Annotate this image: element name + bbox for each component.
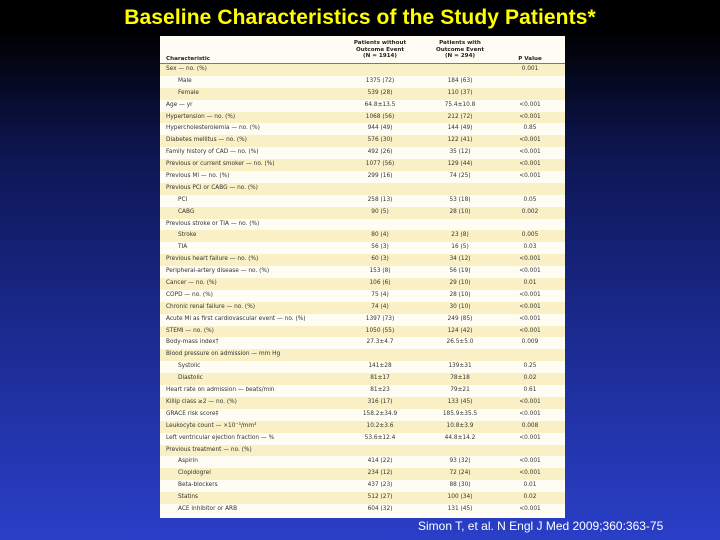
value-with-event: 16 (5) bbox=[451, 244, 469, 251]
slide-title: Baseline Characteristics of the Study Patients* bbox=[124, 6, 596, 29]
table-row bbox=[160, 456, 565, 468]
p-value: 0.01 bbox=[523, 280, 537, 287]
row-label: PCI bbox=[178, 196, 188, 203]
row-label: Acute MI as first cardiovascular event — no. (%) bbox=[166, 315, 306, 322]
value-without-event: 437 (23) bbox=[367, 482, 393, 489]
value-without-event: 80 (4) bbox=[371, 232, 389, 239]
row-label: COPD — no. (%) bbox=[166, 291, 213, 298]
baseline-characteristics-table bbox=[160, 36, 565, 518]
table-row bbox=[160, 171, 565, 183]
table-row bbox=[160, 504, 565, 516]
row-label: Previous or current smoker — no. (%) bbox=[166, 161, 275, 168]
value-with-event: 72 (24) bbox=[449, 470, 471, 477]
p-value: 0.25 bbox=[523, 363, 537, 370]
p-value: 0.61 bbox=[523, 387, 537, 394]
p-value: <0.001 bbox=[519, 315, 541, 322]
table-row bbox=[160, 397, 565, 409]
value-without-event: 56 (3) bbox=[371, 244, 389, 251]
header-characteristic: Characteristic bbox=[166, 56, 211, 62]
table-row bbox=[160, 147, 565, 159]
value-without-event: 1375 (72) bbox=[365, 77, 395, 84]
row-label: ACE inhibitor or ARB bbox=[178, 505, 238, 512]
value-with-event: 88 (30) bbox=[449, 482, 471, 489]
value-with-event: 122 (41) bbox=[447, 137, 473, 144]
value-without-event: 258 (13) bbox=[367, 196, 393, 203]
p-value: <0.001 bbox=[519, 173, 541, 180]
row-label: Clopidogrel bbox=[178, 470, 211, 477]
row-label: Previous treatment — no. (%) bbox=[166, 446, 252, 453]
value-without-event: 316 (17) bbox=[367, 398, 393, 405]
value-without-event: 1397 (73) bbox=[365, 315, 395, 322]
row-label: Previous PCI or CABG — no. (%) bbox=[166, 184, 258, 191]
table-row bbox=[160, 302, 565, 314]
value-without-event: 60 (3) bbox=[371, 256, 389, 263]
table-row bbox=[160, 207, 565, 219]
table-row bbox=[160, 64, 565, 76]
value-with-event: 124 (42) bbox=[447, 327, 473, 334]
row-label: Hypercholesterolemia — no. (%) bbox=[166, 125, 260, 132]
p-value: <0.001 bbox=[519, 149, 541, 156]
value-without-event: 75 (4) bbox=[371, 291, 389, 298]
row-label: Blood pressure on admission — mm Hg bbox=[166, 351, 281, 358]
header-without-event: Patients without Outcome Event (N = 1914) bbox=[353, 40, 407, 59]
value-with-event: 26.5±5.0 bbox=[446, 339, 474, 346]
row-label: Beta-blockers bbox=[178, 482, 218, 489]
p-value: <0.001 bbox=[519, 113, 541, 120]
row-label: Previous heart failure — no. (%) bbox=[166, 256, 259, 263]
value-without-event: 944 (49) bbox=[367, 125, 393, 132]
p-value: 0.001 bbox=[521, 66, 539, 72]
row-label: CABG bbox=[178, 208, 195, 215]
table-row bbox=[160, 314, 565, 326]
value-with-event: 30 (10) bbox=[449, 303, 471, 310]
value-without-event: 10.2±3.6 bbox=[366, 422, 394, 429]
table-row bbox=[160, 219, 565, 231]
row-label: Diabetes mellitus — no. (%) bbox=[166, 137, 247, 144]
p-value: 0.005 bbox=[521, 232, 539, 239]
table-row bbox=[160, 373, 565, 385]
value-with-event: 53 (18) bbox=[449, 196, 471, 203]
p-value: <0.001 bbox=[519, 327, 541, 334]
table-row bbox=[160, 230, 565, 242]
p-value: 0.05 bbox=[523, 196, 537, 203]
table-row bbox=[160, 361, 565, 373]
row-label: Aspirin bbox=[178, 458, 198, 465]
value-with-event: 23 (8) bbox=[451, 232, 469, 239]
value-with-event: 75.4±10.8 bbox=[444, 101, 476, 108]
table-row bbox=[160, 278, 565, 290]
row-label: GRACE risk score‡ bbox=[166, 410, 219, 417]
table-row bbox=[160, 159, 565, 171]
p-value: <0.001 bbox=[519, 434, 541, 441]
value-without-event: 539 (28) bbox=[367, 89, 393, 96]
value-without-event: 1068 (56) bbox=[365, 113, 395, 120]
row-label: Heart rate on admission — beats/min bbox=[166, 387, 275, 394]
value-with-event: 129 (44) bbox=[447, 161, 473, 168]
value-with-event: 133 (45) bbox=[447, 398, 473, 405]
row-label: Sex — no. (%) bbox=[166, 66, 207, 72]
row-label: Previous MI — no. (%) bbox=[166, 173, 230, 180]
value-without-event: 153 (8) bbox=[369, 268, 391, 275]
table-row bbox=[160, 480, 565, 492]
table-row bbox=[160, 492, 565, 504]
value-with-event: 28 (10) bbox=[449, 291, 471, 298]
value-with-event: 184 (63) bbox=[447, 77, 473, 84]
table-row bbox=[160, 290, 565, 302]
p-value: <0.001 bbox=[519, 268, 541, 275]
row-label: Male bbox=[178, 77, 192, 84]
row-label: Chronic renal failure — no. (%) bbox=[166, 303, 255, 310]
p-value: 0.02 bbox=[523, 494, 537, 501]
table-row bbox=[160, 100, 565, 112]
table-row bbox=[160, 421, 565, 433]
value-without-event: 81±23 bbox=[370, 387, 390, 394]
table-body bbox=[160, 64, 565, 516]
value-without-event: 64.8±13.5 bbox=[364, 101, 396, 108]
row-label: Diastolic bbox=[178, 375, 203, 382]
p-value: 0.008 bbox=[521, 422, 539, 429]
value-without-event: 27.3±4.7 bbox=[366, 339, 394, 346]
table-row bbox=[160, 385, 565, 397]
value-without-event: 1050 (55) bbox=[365, 327, 395, 334]
value-with-event: 78±18 bbox=[450, 375, 470, 382]
table-row bbox=[160, 326, 565, 338]
table-row bbox=[160, 468, 565, 480]
value-without-event: 576 (30) bbox=[367, 137, 393, 144]
p-value: 0.002 bbox=[521, 208, 539, 215]
value-without-event: 90 (5) bbox=[371, 208, 389, 215]
p-value: <0.001 bbox=[519, 291, 541, 298]
table-row bbox=[160, 445, 565, 457]
value-with-event: 29 (10) bbox=[449, 280, 471, 287]
value-with-event: 131 (45) bbox=[447, 505, 473, 512]
row-label: Previous stroke or TIA — no. (%) bbox=[166, 220, 260, 227]
value-without-event: 158.2±34.9 bbox=[362, 410, 398, 417]
value-with-event: 93 (32) bbox=[449, 458, 471, 465]
row-label: STEMI — no. (%) bbox=[166, 327, 214, 334]
p-value: <0.001 bbox=[519, 410, 541, 417]
row-label: Female bbox=[178, 89, 199, 96]
p-value: <0.001 bbox=[519, 137, 541, 144]
value-without-event: 1077 (56) bbox=[365, 161, 395, 168]
header-with-event: Patients with Outcome Event (N = 294) bbox=[435, 40, 485, 59]
p-value: <0.001 bbox=[519, 256, 541, 263]
p-value: 0.85 bbox=[523, 125, 537, 132]
table-row bbox=[160, 123, 565, 135]
table-row bbox=[160, 433, 565, 445]
value-without-event: 141±28 bbox=[368, 363, 392, 370]
value-with-event: 28 (10) bbox=[449, 208, 471, 215]
p-value: <0.001 bbox=[519, 161, 541, 168]
p-value: 0.01 bbox=[523, 482, 537, 489]
row-label: Statins bbox=[178, 494, 199, 501]
value-with-event: 144 (49) bbox=[447, 125, 473, 132]
value-with-event: 56 (19) bbox=[449, 268, 471, 275]
p-value: <0.001 bbox=[519, 458, 541, 465]
row-label: Family history of CAD — no. (%) bbox=[166, 149, 259, 156]
p-value: <0.001 bbox=[519, 505, 541, 512]
p-value: 0.02 bbox=[523, 375, 537, 382]
row-label: Stroke bbox=[178, 232, 197, 239]
value-without-event: 414 (22) bbox=[367, 458, 393, 465]
row-label: TIA bbox=[178, 244, 188, 251]
value-with-event: 139±31 bbox=[448, 363, 472, 370]
p-value: <0.001 bbox=[519, 398, 541, 405]
p-value: <0.001 bbox=[519, 470, 541, 477]
table-row bbox=[160, 409, 565, 421]
value-without-event: 74 (4) bbox=[371, 303, 389, 310]
table-row bbox=[160, 254, 565, 266]
table-row bbox=[160, 266, 565, 278]
row-label: Killip class ≥2 — no. (%) bbox=[166, 398, 237, 405]
value-with-event: 110 (37) bbox=[447, 89, 473, 96]
table-row bbox=[160, 112, 565, 124]
row-label: Body-mass index† bbox=[166, 339, 219, 346]
row-label: Cancer — no. (%) bbox=[166, 280, 217, 287]
row-label: Left ventricular ejection fraction — % bbox=[166, 434, 275, 441]
p-value: <0.001 bbox=[519, 101, 541, 108]
value-with-event: 185.9±35.5 bbox=[442, 410, 478, 417]
table-row bbox=[160, 337, 565, 349]
value-without-event: 234 (12) bbox=[367, 470, 393, 477]
value-with-event: 35 (12) bbox=[449, 149, 471, 156]
table-row bbox=[160, 242, 565, 254]
table-row bbox=[160, 349, 565, 361]
value-with-event: 34 (12) bbox=[449, 256, 471, 263]
value-without-event: 299 (16) bbox=[367, 173, 393, 180]
value-with-event: 79±21 bbox=[450, 387, 470, 394]
p-value: 0.009 bbox=[521, 339, 539, 346]
value-without-event: 492 (26) bbox=[367, 149, 393, 156]
value-with-event: 100 (34) bbox=[447, 494, 473, 501]
table-row bbox=[160, 88, 565, 100]
table-row bbox=[160, 195, 565, 207]
p-value: 0.03 bbox=[523, 244, 537, 251]
table-row bbox=[160, 76, 565, 88]
row-label: Leukocyte count — ×10⁻³/mm³ bbox=[166, 422, 257, 429]
row-label: Hypertension — no. (%) bbox=[166, 113, 236, 120]
p-value: <0.001 bbox=[519, 303, 541, 310]
table-row bbox=[160, 135, 565, 147]
table-header bbox=[160, 36, 565, 64]
value-without-event: 106 (6) bbox=[369, 280, 391, 287]
header-p-value: P Value bbox=[518, 56, 542, 62]
value-without-event: 53.6±12.4 bbox=[364, 434, 396, 441]
value-without-event: 81±17 bbox=[370, 375, 390, 382]
value-without-event: 512 (27) bbox=[367, 494, 393, 501]
value-with-event: 74 (25) bbox=[449, 173, 471, 180]
value-with-event: 212 (72) bbox=[447, 113, 473, 120]
row-label: Systolic bbox=[178, 363, 201, 370]
value-with-event: 44.8±14.2 bbox=[444, 434, 476, 441]
table-row bbox=[160, 183, 565, 195]
value-with-event: 10.8±3.9 bbox=[446, 422, 474, 429]
value-with-event: 249 (85) bbox=[447, 315, 473, 322]
row-label: Age — yr bbox=[166, 101, 193, 108]
citation: Simon T, et al. N Engl J Med 2009;360:363-75 bbox=[418, 519, 664, 533]
value-without-event: 604 (32) bbox=[367, 505, 393, 512]
row-label: Peripheral-artery disease — no. (%) bbox=[166, 268, 270, 275]
